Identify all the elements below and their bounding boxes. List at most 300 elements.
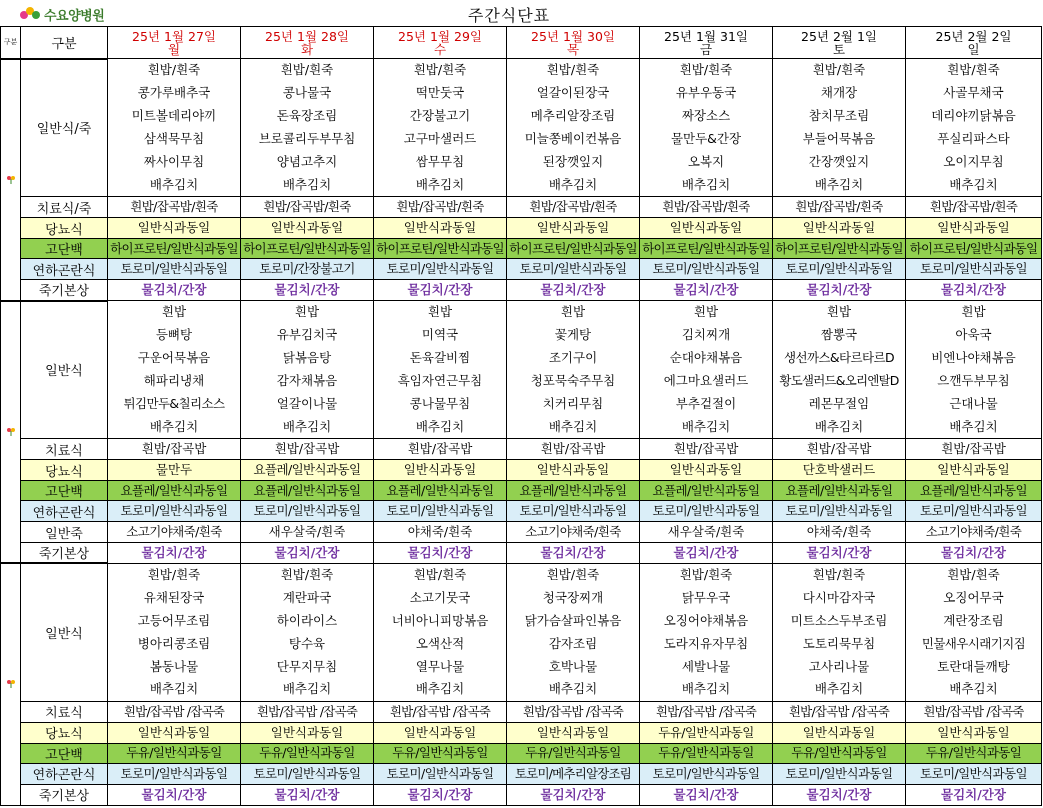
dinner-diabetic-cell: 일반식과동일	[773, 722, 906, 743]
lunch-general-cell: 짬뽕국	[773, 324, 906, 347]
dinner-general-row	[1, 609, 1042, 632]
lunch-general-cell: 배추김치	[374, 416, 507, 439]
lunch-general-cell: 부추겉절이	[640, 393, 773, 416]
lunch-protein-label: 고단백	[21, 481, 108, 501]
dinner-dysphagia-cell: 토로미/메추리알장조림	[507, 763, 640, 784]
breakfast-dysphagia-cell: 토로미/간장불고기	[241, 259, 374, 280]
breakfast-general-cell: 돈육장조림	[241, 105, 374, 128]
lunch-general-cell: 치커리무침	[507, 393, 640, 416]
breakfast-general-cell: 흰밥/흰죽	[108, 59, 241, 82]
breakfast-dysphagia-cell: 토로미/일반식과동일	[906, 259, 1042, 280]
breakfast-dysphagia-label: 연하곤란식	[21, 259, 108, 280]
dinner-general-cell: 너비아니피망볶음	[374, 609, 507, 632]
breakfast-general-cell: 흰밥/흰죽	[906, 59, 1042, 82]
breakfast-general-row	[1, 128, 1042, 151]
dinner-general-cell: 미트소스두부조림	[773, 609, 906, 632]
breakfast-general-cell: 양념고추지	[241, 151, 374, 174]
dinner-protein-cell: 두유/일반식과동일	[773, 743, 906, 763]
breakfast-diabetic-cell: 일반식과동일	[773, 218, 906, 239]
dinner-diabetic-cell: 일반식과동일	[241, 722, 374, 743]
dinner-general-row	[1, 586, 1042, 609]
breakfast-dysphagia-cell: 토로미/일반식과동일	[773, 259, 906, 280]
lunch-general-cell: 배추김치	[108, 416, 241, 439]
dinner-therapy-cell: 흰밥/잡곡밥 /잡곡죽	[773, 701, 906, 722]
dinner-general-row	[1, 563, 1042, 586]
dinner-therapy-cell: 흰밥/잡곡밥 /잡곡죽	[241, 701, 374, 722]
breakfast-porridge_side-cell: 물김치/간장	[108, 280, 241, 301]
dinner-general-cell: 탕수육	[241, 632, 374, 655]
dinner-porridge_side-cell: 물김치/간장	[773, 784, 906, 805]
breakfast-general-cell: 간장깻잎지	[773, 151, 906, 174]
dinner-general-cell: 계란파국	[241, 586, 374, 609]
lunch-general-cell: 아욱국	[906, 324, 1042, 347]
lunch-general-cell: 흰밥	[241, 301, 374, 324]
lunch-general-cell: 흰밥	[906, 301, 1042, 324]
breakfast-general-cell: 간장불고기	[374, 105, 507, 128]
dinner-diabetic-cell: 두유/일반식과동일	[640, 722, 773, 743]
lunch-dysphagia-cell: 토로미/일반식과동일	[241, 501, 374, 522]
lunch-diabetic-cell: 일반식과동일	[640, 460, 773, 481]
breakfast-protein-cell: 하이프로틴/일반식과동일	[507, 239, 640, 259]
corner-cell: 구분	[1, 27, 21, 59]
lunch-dysphagia-cell: 토로미/일반식과동일	[374, 501, 507, 522]
dinner-protein-cell: 두유/일반식과동일	[507, 743, 640, 763]
lunch-therapy-cell: 흰밥/잡곡밥	[640, 439, 773, 460]
lunch-porridge_side-cell: 물김치/간장	[906, 543, 1042, 564]
dinner-general-cell: 감자조림	[507, 632, 640, 655]
lunch-general-cell: 흰밥	[640, 301, 773, 324]
day-date: 25년 1월 30일	[531, 28, 615, 44]
dinner-general-cell: 흰밥/흰죽	[374, 563, 507, 586]
lunch-protein-row	[1, 481, 1042, 501]
lunch-protein-cell: 요플레/일반식과동일	[906, 481, 1042, 501]
breakfast-general-cell: 흰밥/흰죽	[374, 59, 507, 82]
dinner-general-cell: 닭무우국	[640, 586, 773, 609]
dinner-general-row	[1, 632, 1042, 655]
dinner-general-cell: 호박나물	[507, 655, 640, 678]
breakfast-general-cell: 오복지	[640, 151, 773, 174]
breakfast-general-label: 일반식/죽	[21, 59, 108, 197]
lunch-therapy-cell: 흰밥/잡곡밥	[507, 439, 640, 460]
dinner-dysphagia-cell: 토로미/일반식과동일	[906, 763, 1042, 784]
dinner-therapy-label: 치료식	[21, 701, 108, 722]
lunch-general-cell: 생선까스&타르타르D	[773, 347, 906, 370]
dinner-therapy-cell: 흰밥/잡곡밥 /잡곡죽	[640, 701, 773, 722]
logo-mark-icon	[20, 7, 42, 21]
breakfast-diabetic-cell: 일반식과동일	[241, 218, 374, 239]
breakfast-general-cell: 배추김치	[640, 174, 773, 197]
logo-text: 수요양병원	[44, 8, 105, 24]
dinner-protein-cell: 두유/일반식과동일	[640, 743, 773, 763]
dinner-general-cell: 오징어무국	[906, 586, 1042, 609]
dinner-porridge_side-row	[1, 784, 1042, 805]
breakfast-therapy-cell: 흰밥/잡곡밥/흰죽	[241, 197, 374, 218]
lunch-general-cell: 배추김치	[773, 416, 906, 439]
page-title: 주간식단표	[467, 6, 551, 25]
lunch-dysphagia-row	[1, 501, 1042, 522]
dinner-diabetic-cell: 일반식과동일	[507, 722, 640, 743]
breakfast-general-row	[1, 151, 1042, 174]
dinner-general-cell: 배추김치	[507, 678, 640, 701]
day-date: 25년 1월 27일	[132, 28, 216, 44]
lunch-general_porridge-cell: 소고기야채죽/흰죽	[507, 522, 640, 543]
dinner-therapy-cell: 흰밥/잡곡밥 /잡곡죽	[108, 701, 241, 722]
breakfast-section-cell	[1, 59, 21, 301]
dinner-diabetic-cell: 일반식과동일	[108, 722, 241, 743]
breakfast-dysphagia-cell: 토로미/일반식과동일	[108, 259, 241, 280]
breakfast-therapy-cell: 흰밥/잡곡밥/흰죽	[906, 197, 1042, 218]
lunch-therapy-cell: 흰밥/잡곡밥	[108, 439, 241, 460]
lunch-diabetic-cell: 일반식과동일	[374, 460, 507, 481]
lunch-section-cell	[1, 301, 21, 564]
dinner-general-cell: 봄동나물	[108, 655, 241, 678]
lunch-general-cell: 튀김만두&칠리소스	[108, 393, 241, 416]
lunch-diabetic-cell: 일반식과동일	[507, 460, 640, 481]
dinner-general-cell: 열무나물	[374, 655, 507, 678]
lunch-protein-cell: 요플레/일반식과동일	[374, 481, 507, 501]
breakfast-protein-cell: 하이프로틴/일반식과동일	[241, 239, 374, 259]
lunch-therapy-row	[1, 439, 1042, 460]
lunch-general-cell: 등뼈탕	[108, 324, 241, 347]
dinner-general-cell: 배추김치	[241, 678, 374, 701]
dinner-porridge_side-cell: 물김치/간장	[374, 784, 507, 805]
dinner-general-cell: 청국장찌개	[507, 586, 640, 609]
lunch-general-cell: 황도샐러드&오리엔탈D	[773, 370, 906, 393]
day-of-week: 목	[566, 41, 580, 57]
dinner-general-cell: 도라지유자무침	[640, 632, 773, 655]
breakfast-general-cell: 참치무조림	[773, 105, 906, 128]
breakfast-protein-row	[1, 239, 1042, 259]
dinner-general-cell: 단무지무침	[241, 655, 374, 678]
day-header	[108, 27, 241, 59]
breakfast-general-cell: 짜사이무침	[108, 151, 241, 174]
lunch-general_porridge-cell: 소고기야채죽/흰죽	[906, 522, 1042, 543]
lunch-general-cell: 미역국	[374, 324, 507, 347]
dinner-general-cell: 다시마감자국	[773, 586, 906, 609]
dinner-general-cell: 흰밥/흰죽	[773, 563, 906, 586]
lunch-protein-cell: 요플레/일반식과동일	[241, 481, 374, 501]
lunch-general-row	[1, 416, 1042, 439]
dinner-general-cell: 고등어무조림	[108, 609, 241, 632]
breakfast-therapy-cell: 흰밥/잡곡밥/흰죽	[773, 197, 906, 218]
breakfast-diabetic-cell: 일반식과동일	[640, 218, 773, 239]
meal-flower-icon	[7, 677, 15, 686]
breakfast-therapy-label: 치료식/죽	[21, 197, 108, 218]
lunch-protein-cell: 요플레/일반식과동일	[773, 481, 906, 501]
column-label: 구분	[21, 27, 108, 59]
lunch-general-cell: 닭볶음탕	[241, 347, 374, 370]
day-date: 25년 1월 29일	[398, 28, 482, 44]
breakfast-diabetic-cell: 일반식과동일	[906, 218, 1042, 239]
lunch-therapy-cell: 흰밥/잡곡밥	[374, 439, 507, 460]
dinner-general-cell: 유채된장국	[108, 586, 241, 609]
dinner-general-cell: 오징어야채볶음	[640, 609, 773, 632]
breakfast-general-row	[1, 59, 1042, 82]
day-of-week: 수	[433, 41, 447, 57]
lunch-general-cell: 감자채볶음	[241, 370, 374, 393]
lunch-general-cell: 돈육갈비찜	[374, 347, 507, 370]
dinner-general-cell: 흰밥/흰죽	[108, 563, 241, 586]
dinner-porridge_side-cell: 물김치/간장	[108, 784, 241, 805]
day-date: 25년 2월 1일	[801, 28, 877, 44]
lunch-therapy-label: 치료식	[21, 439, 108, 460]
breakfast-general-cell: 채개장	[773, 82, 906, 105]
lunch-dysphagia-cell: 토로미/일반식과동일	[507, 501, 640, 522]
hospital-logo	[20, 5, 104, 23]
lunch-dysphagia-cell: 토로미/일반식과동일	[640, 501, 773, 522]
breakfast-protein-cell: 하이프로틴/일반식과동일	[773, 239, 906, 259]
day-of-week: 월	[167, 41, 181, 57]
breakfast-general-row	[1, 105, 1042, 128]
dinner-protein-label: 고단백	[21, 743, 108, 763]
breakfast-general-cell: 데리야끼닭볶음	[906, 105, 1042, 128]
dinner-general-cell: 토란대들깨탕	[906, 655, 1042, 678]
dinner-therapy-cell: 흰밥/잡곡밥 /잡곡죽	[906, 701, 1042, 722]
lunch-general-cell: 으깬두부무침	[906, 370, 1042, 393]
lunch-diabetic-cell: 단호박샐러드	[773, 460, 906, 481]
dinner-general-cell: 닭가슴살파인볶음	[507, 609, 640, 632]
dinner-general-cell: 소고기뭇국	[374, 586, 507, 609]
breakfast-porridge_side-cell: 물김치/간장	[906, 280, 1042, 301]
lunch-dysphagia-label: 연하곤란식	[21, 501, 108, 522]
day-header	[773, 27, 906, 59]
dinner-general-cell: 고사리나물	[773, 655, 906, 678]
dinner-general-row	[1, 655, 1042, 678]
breakfast-protein-cell: 하이프로틴/일반식과동일	[640, 239, 773, 259]
dinner-general-cell: 오색산적	[374, 632, 507, 655]
breakfast-general-cell: 배추김치	[241, 174, 374, 197]
dinner-general-cell: 배추김치	[640, 678, 773, 701]
breakfast-dysphagia-cell: 토로미/일반식과동일	[507, 259, 640, 280]
day-header	[507, 27, 640, 59]
dinner-protein-cell: 두유/일반식과동일	[906, 743, 1042, 763]
breakfast-diabetic-row	[1, 218, 1042, 239]
lunch-general-cell: 청포묵숙주무침	[507, 370, 640, 393]
dinner-dysphagia-cell: 토로미/일반식과동일	[374, 763, 507, 784]
lunch-diabetic-cell: 요플레/일반식과동일	[241, 460, 374, 481]
breakfast-porridge_side-cell: 물김치/간장	[241, 280, 374, 301]
lunch-general-cell: 유부김치국	[241, 324, 374, 347]
dinner-therapy-cell: 흰밥/잡곡밥 /잡곡죽	[507, 701, 640, 722]
dinner-general-cell: 병아리콩조림	[108, 632, 241, 655]
dinner-general-cell: 흰밥/흰죽	[906, 563, 1042, 586]
lunch-general-cell: 조기구이	[507, 347, 640, 370]
dinner-general-row	[1, 678, 1042, 701]
lunch-protein-cell: 요플레/일반식과동일	[108, 481, 241, 501]
dinner-general-cell: 배추김치	[108, 678, 241, 701]
dinner-therapy-row	[1, 701, 1042, 722]
dinner-porridge_side-cell: 물김치/간장	[507, 784, 640, 805]
breakfast-diabetic-cell: 일반식과동일	[108, 218, 241, 239]
dinner-protein-cell: 두유/일반식과동일	[108, 743, 241, 763]
breakfast-general-cell: 얼갈이된장국	[507, 82, 640, 105]
breakfast-diabetic-cell: 일반식과동일	[507, 218, 640, 239]
dinner-general-cell: 하이라이스	[241, 609, 374, 632]
meal-flower-icon	[7, 425, 15, 434]
breakfast-general-cell: 고구마샐러드	[374, 128, 507, 151]
breakfast-diabetic-cell: 일반식과동일	[374, 218, 507, 239]
breakfast-general-cell: 흰밥/흰죽	[241, 59, 374, 82]
breakfast-protein-cell: 하이프로틴/일반식과동일	[108, 239, 241, 259]
lunch-general_porridge-cell: 새우살죽/흰죽	[640, 522, 773, 543]
dinner-general-cell: 흰밥/흰죽	[241, 563, 374, 586]
lunch-dysphagia-cell: 토로미/일반식과동일	[108, 501, 241, 522]
lunch-general-row	[1, 347, 1042, 370]
lunch-porridge_side-cell: 물김치/간장	[108, 543, 241, 564]
day-date: 25년 1월 31일	[664, 28, 748, 44]
dinner-general-cell: 민물새우시래기지짐	[906, 632, 1042, 655]
dinner-protein-row	[1, 743, 1042, 763]
breakfast-diabetic-label: 당뇨식	[21, 218, 108, 239]
breakfast-general-row	[1, 82, 1042, 105]
lunch-general-cell: 레몬무절임	[773, 393, 906, 416]
dinner-general-cell: 배추김치	[906, 678, 1042, 701]
dinner-protein-cell: 두유/일반식과동일	[374, 743, 507, 763]
lunch-therapy-cell: 흰밥/잡곡밥	[773, 439, 906, 460]
dinner-diabetic-cell: 일반식과동일	[374, 722, 507, 743]
day-of-week: 금	[699, 41, 713, 57]
breakfast-general-cell: 부들어묵볶음	[773, 128, 906, 151]
dinner-therapy-cell: 흰밥/잡곡밥 /잡곡죽	[374, 701, 507, 722]
dinner-dysphagia-row	[1, 763, 1042, 784]
breakfast-porridge_side-cell: 물김치/간장	[507, 280, 640, 301]
breakfast-general-cell: 배추김치	[108, 174, 241, 197]
day-of-week: 토	[832, 41, 846, 57]
breakfast-general-cell: 유부우동국	[640, 82, 773, 105]
breakfast-general-cell: 배추김치	[906, 174, 1042, 197]
lunch-general-cell: 배추김치	[507, 416, 640, 439]
dinner-protein-cell: 두유/일반식과동일	[241, 743, 374, 763]
lunch-porridge_side-cell: 물김치/간장	[241, 543, 374, 564]
lunch-general-cell: 흰밥	[108, 301, 241, 324]
lunch-general-cell: 김치찌개	[640, 324, 773, 347]
dinner-porridge_side-cell: 물김치/간장	[640, 784, 773, 805]
dinner-diabetic-label: 당뇨식	[21, 722, 108, 743]
breakfast-general-cell: 콩나물국	[241, 82, 374, 105]
menu-table	[0, 26, 1042, 806]
lunch-general-cell: 근대나물	[906, 393, 1042, 416]
lunch-general-cell: 꽃게탕	[507, 324, 640, 347]
lunch-general-cell: 해파리냉채	[108, 370, 241, 393]
dinner-general-label: 일반식	[21, 563, 108, 701]
lunch-diabetic-row	[1, 460, 1042, 481]
breakfast-therapy-row	[1, 197, 1042, 218]
lunch-protein-cell: 요플레/일반식과동일	[507, 481, 640, 501]
lunch-general-cell: 흑임자연근무침	[374, 370, 507, 393]
dinner-porridge_side-cell: 물김치/간장	[906, 784, 1042, 805]
day-header	[374, 27, 507, 59]
lunch-general-row	[1, 393, 1042, 416]
lunch-general_porridge-cell: 야채죽/흰죽	[374, 522, 507, 543]
breakfast-general-cell: 흰밥/흰죽	[640, 59, 773, 82]
lunch-porridge_side-cell: 물김치/간장	[507, 543, 640, 564]
lunch-dysphagia-cell: 토로미/일반식과동일	[906, 501, 1042, 522]
breakfast-general-cell: 미늘쫑베이컨볶음	[507, 128, 640, 151]
breakfast-porridge_side-cell: 물김치/간장	[374, 280, 507, 301]
dinner-dysphagia-cell: 토로미/일반식과동일	[241, 763, 374, 784]
breakfast-therapy-cell: 흰밥/잡곡밥/흰죽	[507, 197, 640, 218]
lunch-general_porridge-row	[1, 522, 1042, 543]
lunch-general-cell: 배추김치	[906, 416, 1042, 439]
breakfast-general-cell: 물만두&간장	[640, 128, 773, 151]
lunch-general_porridge-label: 일반죽	[21, 522, 108, 543]
breakfast-general-cell: 콩가루배추국	[108, 82, 241, 105]
day-header	[640, 27, 773, 59]
lunch-general-cell: 비엔나야채볶음	[906, 347, 1042, 370]
lunch-dysphagia-cell: 토로미/일반식과동일	[773, 501, 906, 522]
dinner-general-cell: 배추김치	[374, 678, 507, 701]
dinner-general-cell: 도토리묵무침	[773, 632, 906, 655]
breakfast-general-cell: 브로콜리두부무침	[241, 128, 374, 151]
breakfast-general-cell: 짜장소스	[640, 105, 773, 128]
dinner-diabetic-row	[1, 722, 1042, 743]
lunch-general-cell: 배추김치	[640, 416, 773, 439]
lunch-porridge_side-cell: 물김치/간장	[773, 543, 906, 564]
breakfast-dysphagia-cell: 토로미/일반식과동일	[640, 259, 773, 280]
lunch-therapy-cell: 흰밥/잡곡밥	[241, 439, 374, 460]
dinner-dysphagia-cell: 토로미/일반식과동일	[640, 763, 773, 784]
breakfast-general-cell: 배추김치	[773, 174, 906, 197]
breakfast-general-row	[1, 174, 1042, 197]
lunch-diabetic-cell: 일반식과동일	[906, 460, 1042, 481]
breakfast-protein-label: 고단백	[21, 239, 108, 259]
breakfast-dysphagia-cell: 토로미/일반식과동일	[374, 259, 507, 280]
lunch-general-row	[1, 370, 1042, 393]
dinner-section-cell	[1, 563, 21, 805]
lunch-general-row	[1, 301, 1042, 324]
lunch-general-cell: 구운어묵볶음	[108, 347, 241, 370]
breakfast-general-cell: 삼색묵무침	[108, 128, 241, 151]
breakfast-porridge_side-cell: 물김치/간장	[773, 280, 906, 301]
lunch-porridge_side-row	[1, 543, 1042, 564]
breakfast-general-cell: 흰밥/흰죽	[507, 59, 640, 82]
breakfast-dysphagia-row	[1, 259, 1042, 280]
lunch-general-cell: 배추김치	[241, 416, 374, 439]
breakfast-general-cell: 된장깻잎지	[507, 151, 640, 174]
lunch-general_porridge-cell: 소고기야채죽/흰죽	[108, 522, 241, 543]
breakfast-porridge_side-cell: 물김치/간장	[640, 280, 773, 301]
breakfast-general-cell: 쌈무무침	[374, 151, 507, 174]
lunch-diabetic-label: 당뇨식	[21, 460, 108, 481]
dinner-general-cell: 배추김치	[773, 678, 906, 701]
dinner-dysphagia-cell: 토로미/일반식과동일	[108, 763, 241, 784]
dinner-porridge_side-cell: 물김치/간장	[241, 784, 374, 805]
breakfast-porridge_side-row	[1, 280, 1042, 301]
day-date: 25년 2월 2일	[935, 28, 1012, 44]
breakfast-general-cell: 배추김치	[374, 174, 507, 197]
breakfast-therapy-cell: 흰밥/잡곡밥/흰죽	[108, 197, 241, 218]
day-of-week: 일	[967, 41, 980, 57]
lunch-diabetic-cell: 물만두	[108, 460, 241, 481]
breakfast-protein-cell: 하이프로틴/일반식과동일	[906, 239, 1042, 259]
dinner-general-cell: 흰밥/흰죽	[640, 563, 773, 586]
breakfast-general-cell: 푸실리파스타	[906, 128, 1042, 151]
dinner-diabetic-cell: 일반식과동일	[906, 722, 1042, 743]
lunch-therapy-cell: 흰밥/잡곡밥	[906, 439, 1042, 460]
breakfast-general-cell: 미트볼데리야끼	[108, 105, 241, 128]
dinner-general-cell: 흰밥/흰죽	[507, 563, 640, 586]
lunch-general-label: 일반식	[21, 301, 108, 439]
breakfast-general-cell: 오이지무침	[906, 151, 1042, 174]
breakfast-therapy-cell: 흰밥/잡곡밥/흰죽	[374, 197, 507, 218]
dinner-porridge_side-label: 죽기본상	[21, 784, 108, 805]
breakfast-general-cell: 배추김치	[507, 174, 640, 197]
breakfast-porridge_side-label: 죽기본상	[21, 280, 108, 301]
dinner-dysphagia-cell: 토로미/일반식과동일	[773, 763, 906, 784]
day-header	[241, 27, 374, 59]
breakfast-therapy-cell: 흰밥/잡곡밥/흰죽	[640, 197, 773, 218]
day-header	[906, 27, 1042, 59]
